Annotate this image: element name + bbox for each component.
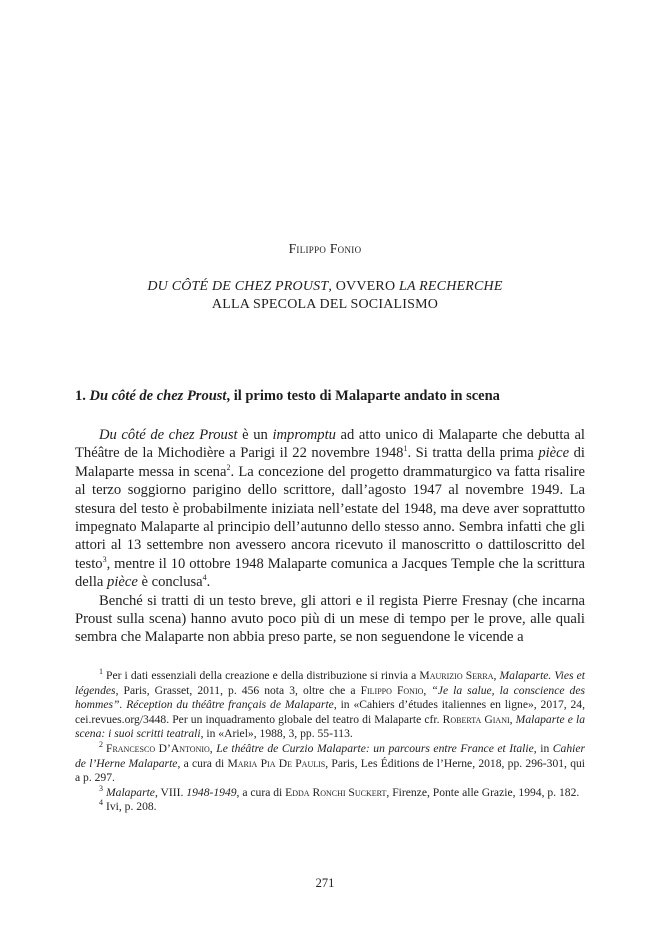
text-run: , a cura di xyxy=(177,756,228,770)
italic-run: pièce xyxy=(107,574,138,591)
footnotes xyxy=(75,669,585,815)
small-caps-name: Maurizio Serra xyxy=(419,669,494,682)
text-run: è conclusa xyxy=(137,574,203,591)
author-name: Filippo Fonio xyxy=(288,241,362,256)
text-run: , xyxy=(509,712,516,726)
text-run: di Malaparte messa in scena xyxy=(75,445,585,480)
text-run: , VIII. xyxy=(154,785,187,799)
chapter-title-line-1 xyxy=(0,278,650,296)
italic-run: “Je la salue, la conscience des hommes”. Réception du théâtre français de Malaparte xyxy=(75,683,586,712)
text-run: . xyxy=(206,574,211,591)
footnote-ref: 2 xyxy=(226,462,231,472)
italic-run: 1948-1949 xyxy=(186,785,237,799)
small-caps-name: Edda Ronchi Suckert xyxy=(285,785,387,799)
italic-run: impromptu xyxy=(272,427,336,443)
text-run: , mentre il 10 ottobre 1948 Malaparte comunica a Jacques Temple che la scrittura della xyxy=(75,555,585,591)
footnote-ref: 1 xyxy=(403,444,408,454)
footnote-number: 4 xyxy=(99,798,103,808)
text-run: , in «Ariel», 1988, 3, pp. 55-113. xyxy=(200,727,353,741)
text-run: Benché si tratti di un testo breve, gli attori e il regista Pierre Fresnay (che incarna Proust sulla scena) hanno avuto poco più di un mese di tempo per le prove, alle quali sembra che Malaparte non abbia preso parte, se non seguendone le vicende a xyxy=(75,592,585,646)
title-italic-recherche: LA RECHERCHE xyxy=(398,279,503,294)
italic-run: Malaparte. Vies et légendes xyxy=(75,669,585,697)
text-run: è un xyxy=(237,427,273,443)
italic-run: Du côté de chez Proust xyxy=(99,427,238,443)
footnote-number: 3 xyxy=(99,783,103,793)
section-heading xyxy=(75,388,585,405)
italic-run: Cahier de l’Herne Malaparte xyxy=(75,741,586,770)
italic-run: Malaparte xyxy=(106,785,155,799)
text-run: . Si tratta della prima xyxy=(407,445,539,462)
small-caps-name: Maria Pia De Paulis xyxy=(227,756,326,770)
footnote-number: 1 xyxy=(99,667,103,677)
italic-run: pièce xyxy=(538,445,570,462)
small-caps-name: Francesco D’Antonio xyxy=(106,741,210,755)
italic-run: Le théâtre de Curzio Malaparte: un parcours entre France et Italie xyxy=(216,741,534,755)
paragraph xyxy=(75,426,585,592)
text-run: , in xyxy=(533,741,553,755)
chapter-title-line-2: ALLA SPECOLA DEL SOCIALISMO xyxy=(211,297,439,312)
title-connector: , OVVERO xyxy=(328,279,399,294)
body-text xyxy=(75,426,585,647)
section-number: 1. xyxy=(75,388,90,404)
footnote xyxy=(75,742,585,786)
paragraph xyxy=(75,592,585,647)
section-title-rest: , il primo testo di Malaparte andato in scena xyxy=(226,388,500,404)
text-run: , Paris, Les Éditions de l’Herne, 2018, pp. 296-301, qui a p. 297. xyxy=(75,756,586,785)
footnote-ref: 4 xyxy=(202,573,207,583)
chapter-title xyxy=(0,278,650,314)
title-italic-proust: DU CÔTÉ DE CHEZ PROUST xyxy=(147,279,329,294)
text-run: Per i dati essenziali della creazione e della distribuzione si rinvia a xyxy=(106,669,420,682)
footnote-number: 2 xyxy=(99,740,103,750)
footnote xyxy=(75,669,585,742)
text-run: , xyxy=(423,683,432,697)
section-title-italic: Du côté de chez Proust xyxy=(89,388,227,404)
text-run: , Paris, Grasset, 2011, p. 456 nota 3, oltre che a xyxy=(115,683,361,697)
small-caps-name: Roberta Giani xyxy=(442,712,510,726)
italic-run: Malaparte e la scena: i suoi scritti teatrali xyxy=(75,712,585,741)
page-number: 271 xyxy=(315,876,335,890)
small-caps-name: Filippo Fonio xyxy=(360,683,424,697)
text-run: , Firenze, Ponte alle Grazie, 1994, p. 182. xyxy=(386,785,580,799)
text-run: , xyxy=(493,669,500,682)
text-run: . La concezione del progetto drammaturgico va fatta risalire al terzo soggiorno parigino dello scrittore, dall’agosto 1947 al novembre 1949. La stesura del testo è probabilmente iniziata nell’estate del 1948, ma deve aver soprattutto impegnato Malaparte al principio dell’autunno dello stesso anno. Sembra infatti che gli attori al 13 settembre non avessero ancora ricevuto il manoscritto o dattiloscritto del testo xyxy=(75,463,585,572)
text-run: Ivi, p. 208. xyxy=(106,800,157,814)
footnote xyxy=(75,783,585,801)
text-run: , in «Cahiers d’études italiennes en ligne», 2017, 24, cei.revues.org/3448. Per un inquadramento globale del teatro di Malaparte cfr. xyxy=(75,698,585,726)
text-run: , a cura di xyxy=(236,785,286,799)
footnote xyxy=(75,800,585,815)
footnote-ref: 3 xyxy=(102,554,107,564)
text-run: , xyxy=(209,741,217,755)
text-run: ad atto unico di Malaparte che debutta al Théâtre de la Michodière a Parigi il 22 novembre 1948 xyxy=(75,427,585,462)
